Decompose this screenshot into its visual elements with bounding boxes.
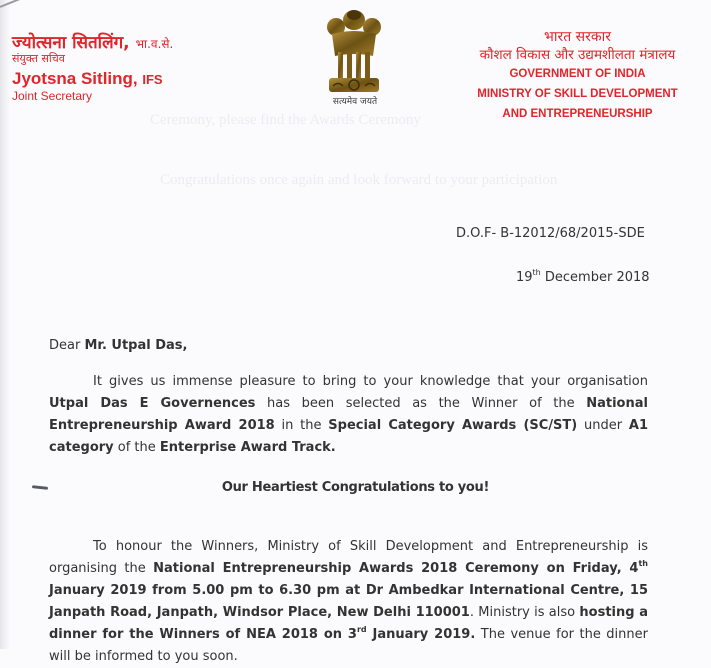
award-name: National Entrepreneurship Award 2018 (49, 396, 648, 433)
ministry-line-hindi-1: भारत सरकार (544, 29, 611, 45)
award-track: Enterprise Award Track. (159, 440, 336, 455)
official-service-hindi: भा.व.से. (135, 37, 174, 51)
ministry-block (445, 28, 710, 124)
official-name-english (12, 69, 163, 89)
bleed-through-text: Congratulations once again and look forward to your participation (160, 172, 558, 188)
text: of the (113, 440, 160, 455)
text: To honour the Winners, Ministry of Skill Development and Entrepreneurship is organising the (49, 539, 648, 576)
congratulations-heading: Our Heartiest Congratulations to you! (221, 480, 490, 495)
dinner-date: January 2019. (366, 627, 476, 642)
official-name-hindi-text: ज्योत्सना सितलिंग, (12, 33, 130, 53)
text: . Ministry is also (469, 605, 580, 620)
award-category: Special Category Awards (SC/ST) (328, 418, 578, 433)
emblem-motto: सत्यमेव जयते (332, 97, 378, 107)
salutation (49, 338, 187, 353)
organisation-name: Utpal Das E Governences (49, 396, 256, 411)
date-day-suffix: th (532, 268, 541, 277)
official-title-english: Joint Secretary (12, 89, 93, 103)
paragraph-award-announcement (49, 371, 648, 459)
paragraph-ceremony-details (49, 536, 648, 668)
ministry-line-entrepreneurship: AND ENTREPRENEURSHIP (502, 108, 653, 120)
official-name-english-text: Jyotsna Sitling, (12, 69, 138, 88)
official-title-hindi: संयुक्त सचिव (12, 52, 65, 65)
ordinal-suffix: th (638, 559, 648, 568)
official-name-hindi (12, 30, 173, 53)
official-service-english: IFS (142, 72, 163, 87)
ministry-line-ministry: MINISTRY OF SKILL DEVELOPMENT (477, 88, 678, 100)
text: It gives us immense pleasure to bring to your knowledge that your organisation (93, 374, 648, 389)
text: The venue for the dinner will be informed to you soon. (49, 627, 648, 664)
date-day: 19 (516, 270, 533, 285)
letter-date (516, 270, 650, 285)
dinner-info: hosting a dinner for the Winners of NEA 2018 on 3 (49, 605, 649, 642)
bleed-through-text: Ceremony, please find the Awards Ceremony (150, 112, 421, 128)
text: has been selected as the Winner of the (255, 396, 587, 411)
recipient-name: Mr. Utpal Das, (84, 338, 188, 353)
ministry-line-hindi-2: कौशल विकास और उद्यमशीलता मंत्रालय (479, 47, 676, 63)
text: under (577, 418, 629, 433)
text: in the (274, 418, 329, 433)
sub-category: A1 category (49, 418, 648, 455)
ministry-line-government: GOVERNMENT OF INDIA (509, 68, 646, 80)
salutation-prefix: Dear (49, 338, 85, 353)
ceremony-name-date: National Entrepreneurship Awards 2018 Ceremony on Friday, 4 (153, 561, 639, 576)
page-edge-shadow (0, 0, 10, 649)
ordinal-suffix: rd (356, 625, 367, 634)
reference-number: D.O.F- B-12012/68/2015-SDE (456, 226, 645, 241)
ceremony-time-venue: January 2019 from 5.00 pm to 6.30 pm at Dr Ambedkar International Centre, 15 Janpath Road, Janpath, Windsor Place, New Delhi 110001 (49, 583, 648, 620)
state-emblem-icon (323, 6, 385, 106)
date-rest: December 2018 (540, 270, 650, 285)
